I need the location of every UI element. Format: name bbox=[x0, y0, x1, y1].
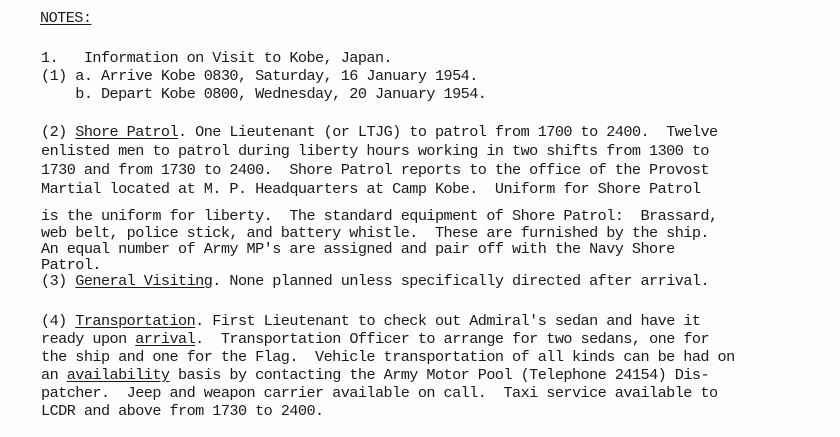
transportation-line-3: the ship and one for the Flag. Vehicle transportation of all kinds can be had on bbox=[41, 348, 735, 366]
transportation-line-4-rest: basis by contacting the Army Motor Pool (Telephone 24154) Dis- bbox=[169, 366, 710, 384]
shore-patrol-line-8: Patrol. bbox=[41, 256, 101, 274]
shore-patrol-line-1 bbox=[41, 124, 718, 141]
transportation-first-text: . First Lieutenant to check out Admiral's sedan and have it bbox=[195, 312, 701, 330]
shore-patrol-heading: Shore Patrol bbox=[75, 123, 179, 141]
general-visiting-text: . None planned unless specifically directed after arrival. bbox=[212, 272, 710, 290]
shore-patrol-line-4: Martial located at M. P. Headquarters at Camp Kobe. Uniform for Shore Patrol bbox=[41, 180, 701, 198]
shore-patrol-first-text: . One Lieutenant (or LTJG) to patrol from 1700 to 2400. Twelve bbox=[178, 123, 718, 141]
transportation-line-4-lead: an bbox=[41, 366, 67, 384]
notes-header: NOTES: bbox=[40, 9, 92, 27]
transportation-line-2-lead: ready upon bbox=[41, 330, 136, 348]
transportation-line-1 bbox=[41, 313, 700, 330]
general-visiting-prefix: (3) bbox=[41, 272, 76, 290]
transportation-heading: Transportation bbox=[75, 312, 196, 330]
general-visiting-heading: General Visiting bbox=[75, 272, 213, 290]
departure-line: b. Depart Kobe 0800, Wednesday, 20 January 1954. bbox=[41, 85, 487, 103]
transportation-prefix: (4) bbox=[41, 312, 76, 330]
transportation-line-6: LCDR and above from 1730 to 2400. bbox=[41, 402, 324, 420]
transportation-underlined-arrival: arrival bbox=[135, 330, 196, 348]
transportation-line-5: patcher. Jeep and weapon carrier available on call. Taxi service available to bbox=[41, 384, 718, 402]
general-visiting-line bbox=[41, 273, 709, 290]
item-1-title: 1. Information on Visit to Kobe, Japan. bbox=[41, 49, 393, 67]
shore-patrol-line-3: 1730 and from 1730 to 2400. Shore Patrol reports to the office of the Provost bbox=[41, 161, 709, 179]
transportation-line-4 bbox=[41, 367, 709, 384]
shore-patrol-line-6: web belt, police stick, and battery whistle. These are furnished by the ship. bbox=[41, 224, 709, 242]
transportation-line-2 bbox=[41, 331, 709, 348]
transportation-line-2-rest: . Transportation Officer to arrange for two sedans, one for bbox=[195, 330, 710, 348]
shore-patrol-line-2: enlisted men to patrol during liberty hours working in two shifts from 1300 to bbox=[41, 142, 709, 160]
shore-patrol-line-7: An equal number of Army MP's are assigned and pair off with the Navy Shore bbox=[41, 240, 675, 258]
arrival-line: (1) a. Arrive Kobe 0830, Saturday, 16 January 1954. bbox=[41, 67, 478, 85]
transportation-underlined-availability: availability bbox=[66, 366, 170, 384]
shore-patrol-prefix: (2) bbox=[41, 123, 76, 141]
shore-patrol-line-5: is the uniform for liberty. The standard equipment of Shore Patrol: Brassard, bbox=[41, 207, 718, 225]
